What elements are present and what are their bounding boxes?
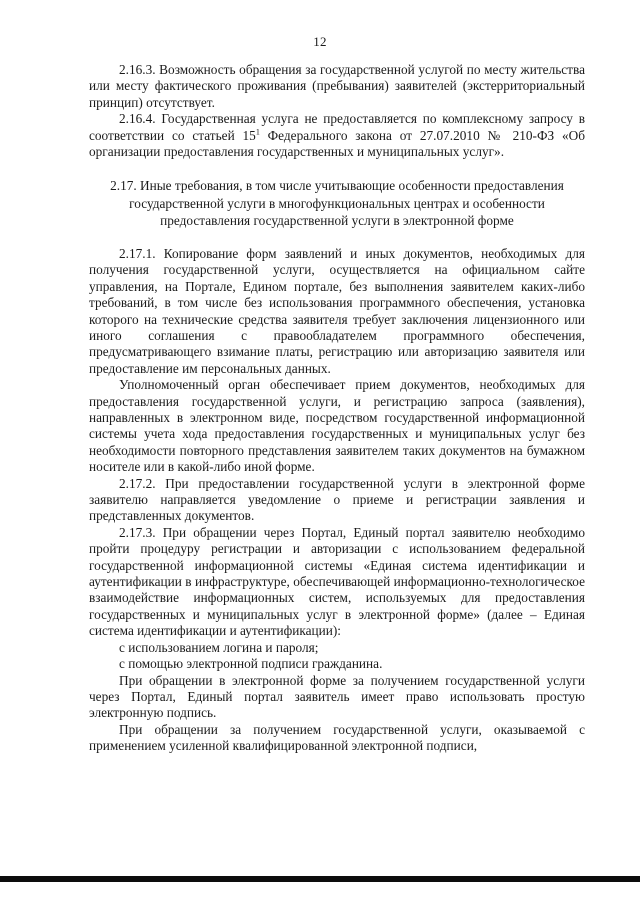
page-number: 12 [313, 34, 327, 49]
paragraph-2-16-3: 2.16.3. Возможность обращения за государственной услугой по месту жительства или месту фактического проживания (пребывания) заявителей (экстерриториальный принцип) отсутствует. [89, 62, 585, 110]
document-body [89, 62, 585, 755]
list-item: с помощью электронной подписи гражданина. [119, 656, 383, 672]
footnote-superscript: 1 [255, 127, 260, 137]
paragraph-authority-documents: Уполномоченный орган обеспечивает прием документов, необходимых для предоставления государственной услуги, и регистрацию запроса (заявления), направленных в электронном виде, посредством государственной информационной системы учета хода предоставления государственных и муниципальных услуг без необходимости повторного представления заявителем таких документов на бумажном носителе или в какой-либо иной форме. [89, 377, 585, 475]
paragraph-2-17-2: 2.17.2. При предоставлении государственной услуги в электронной форме заявителю направляется уведомление о приеме и регистрации заявления и представленных документов. [89, 475, 585, 524]
paragraph-simple-signature: При обращении в электронной форме за получением государственной услуги через Портал, Единый портал заявитель имеет право использовать простую электронную подпись. [89, 672, 585, 721]
paragraph-2-16-4-part-1: 2.16.4. Государственная услуга не предоставляется по комплексному запросу в соответствии со статьей 15 [89, 111, 585, 143]
paragraph-2-16-4 [89, 111, 585, 160]
paragraph-2-17-3: 2.17.3. При обращении через Портал, Единый портал заявителю необходимо пройти процедуру регистрации и авторизации с использованием федеральной государственной информационной системы «Единая система идентификации и аутентификации в инфраструктуре, обеспечивающей информационно-технологическое взаимодействие информационных систем, используемых для предоставления государственных и муниципальных услуг в электронной форме» (далее – Единая система идентификации и аутентификации): [89, 524, 585, 639]
section-heading-2-17: 2.17. Иные требования, в том числе учитывающие особенности предоставления государственной услуги в многофункциональных центрах и особенности предоставления государственной услуги в электронной форме [110, 178, 564, 229]
paragraph-2-17-1: 2.17.1. Копирование форм заявлений и иных документов, необходимых для получения государственной услуги, осуществляется на официальном сайте управления, на Портале, Едином портале, без выполнения заявителем каких-либо требований, в том числе без использования программного обеспечения, установка которого на технические средства заявителя требует заключения лицензионного или иного соглашения с правообладателем программного обеспечения, предусматривающего взимание платы, регистрацию или авторизацию заявителя или предоставление им персональных данных. [89, 245, 585, 376]
paragraph-2-16-4-part-2: Федерального закона от 27.07.2010 № 210-ФЗ «Об организации предоставления государственных и муниципальных услуг». [89, 127, 585, 160]
list-item: с использованием логина и пароля; [119, 639, 319, 655]
paragraph-qualified-signature: При обращении за получением государственной услуги, оказываемой с применением усиленной квалифицированной электронной подписи, [89, 721, 585, 754]
bottom-rule [0, 876, 640, 882]
